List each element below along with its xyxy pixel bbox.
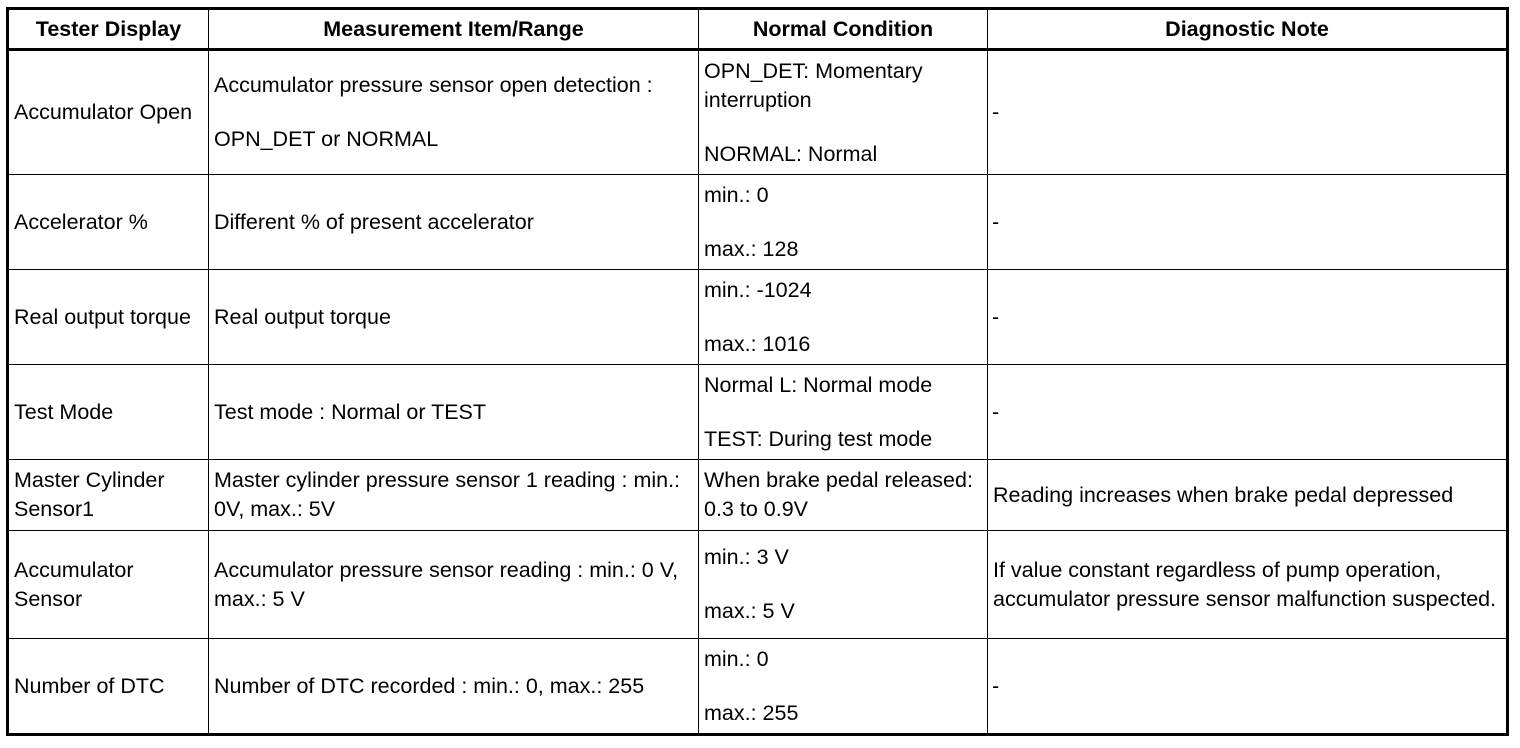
tester-display-cell: Accelerator % bbox=[8, 175, 209, 270]
normal-condition-cell: When brake pedal released: 0.3 to 0.9V bbox=[699, 460, 988, 531]
normal-condition-text: min.: 3 V bbox=[704, 545, 789, 569]
normal-condition-text: TEST: During test mode bbox=[704, 426, 933, 451]
table-row bbox=[8, 531, 1508, 639]
diagnostic-note-cell: - bbox=[988, 639, 1508, 735]
table-row bbox=[8, 270, 1508, 365]
tester-display-cell: Master Cylinder Sensor1 bbox=[8, 460, 209, 531]
normal-condition-text: OPN_DET: Momentary interruption bbox=[704, 58, 923, 112]
tester-display-cell: Number of DTC bbox=[8, 639, 209, 735]
diagnostic-note-cell: Reading increases when brake pedal depressed bbox=[988, 460, 1508, 531]
measurement-cell bbox=[209, 50, 699, 175]
tester-display-cell: Real output torque bbox=[8, 270, 209, 365]
tester-display-cell: Test Mode bbox=[8, 365, 209, 460]
measurement-cell: Real output torque bbox=[209, 270, 699, 365]
table-header-row bbox=[8, 9, 1508, 50]
table-row bbox=[8, 460, 1508, 531]
measurement-cell: Master cylinder pressure sensor 1 reading : min.: 0V, max.: 5V bbox=[209, 460, 699, 531]
tester-display-cell: Accumulator Open bbox=[8, 50, 209, 175]
measurement-cell: Number of DTC recorded : min.: 0, max.: 255 bbox=[209, 639, 699, 735]
measurement-text: OPN_DET or NORMAL bbox=[214, 127, 439, 151]
table-row bbox=[8, 639, 1508, 735]
diagnostic-data-table bbox=[6, 7, 1509, 736]
header-measurement-item: Measurement Item/Range bbox=[209, 9, 699, 50]
normal-condition-text: Normal L: Normal mode bbox=[704, 372, 933, 397]
normal-condition-text: max.: 1016 bbox=[704, 331, 811, 356]
table-row bbox=[8, 50, 1508, 175]
normal-condition-text: max.: 5 V bbox=[704, 599, 795, 623]
normal-condition-text: max.: 128 bbox=[704, 236, 799, 261]
diagnostic-note-cell: If value constant regardless of pump operation, accumulator pressure sensor malfunction suspected. bbox=[988, 531, 1508, 639]
normal-condition-text: min.: 0 bbox=[704, 182, 769, 207]
measurement-cell: Different % of present accelerator bbox=[209, 175, 699, 270]
header-normal-condition: Normal Condition bbox=[699, 9, 988, 50]
normal-condition-text: min.: 0 bbox=[704, 646, 769, 671]
normal-condition-cell bbox=[699, 270, 988, 365]
measurement-cell: Accumulator pressure sensor reading : min.: 0 V, max.: 5 V bbox=[209, 531, 699, 639]
normal-condition-cell bbox=[699, 50, 988, 175]
diagnostic-note-cell: - bbox=[988, 365, 1508, 460]
normal-condition-text: NORMAL: Normal bbox=[704, 141, 878, 166]
diagnostic-note-cell: - bbox=[988, 175, 1508, 270]
table-row bbox=[8, 175, 1508, 270]
header-tester-display: Tester Display bbox=[8, 9, 209, 50]
normal-condition-cell bbox=[699, 175, 988, 270]
normal-condition-text: max.: 255 bbox=[704, 700, 799, 725]
normal-condition-cell bbox=[699, 639, 988, 735]
measurement-cell: Test mode : Normal or TEST bbox=[209, 365, 699, 460]
measurement-text: Accumulator pressure sensor open detection : bbox=[214, 73, 653, 97]
header-diagnostic-note: Diagnostic Note bbox=[988, 9, 1508, 50]
normal-condition-cell bbox=[699, 531, 988, 639]
table-row bbox=[8, 365, 1508, 460]
diagnostic-note-cell: - bbox=[988, 270, 1508, 365]
normal-condition-cell bbox=[699, 365, 988, 460]
normal-condition-text: min.: -1024 bbox=[704, 277, 812, 302]
diagnostic-note-cell: - bbox=[988, 50, 1508, 175]
tester-display-cell: Accumulator Sensor bbox=[8, 531, 209, 639]
